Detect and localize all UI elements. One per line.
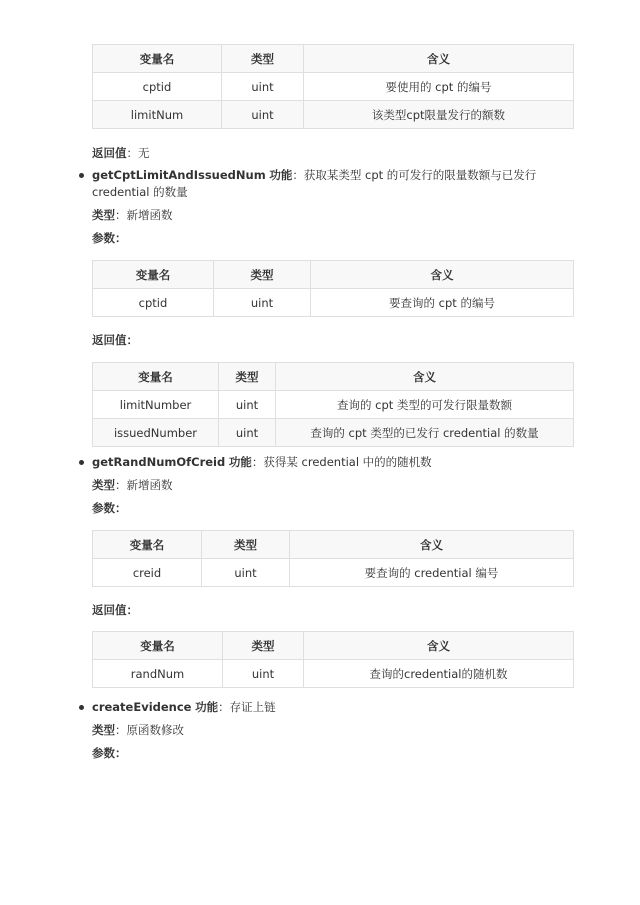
table-return-1 bbox=[92, 362, 574, 447]
col-header-meaning: 含义 bbox=[276, 363, 574, 391]
cell-type: uint bbox=[222, 101, 304, 129]
table-params-1 bbox=[92, 44, 574, 129]
cell-name: limitNum bbox=[93, 101, 222, 129]
col-header-name: 变量名 bbox=[93, 363, 219, 391]
table-row bbox=[93, 73, 574, 101]
kind-value: ：原函数修改 bbox=[115, 723, 184, 737]
return-heading: 返回值 bbox=[92, 603, 127, 617]
kind-heading: 类型 bbox=[92, 478, 115, 492]
bullet-icon bbox=[79, 173, 84, 178]
cell-type: uint bbox=[214, 289, 311, 317]
cell-name: cptid bbox=[93, 289, 214, 317]
function-name: getRandNumOfCreid bbox=[92, 455, 226, 469]
return-label-1 bbox=[92, 145, 150, 161]
cell-meaning: 要查询的 credential 编号 bbox=[290, 559, 574, 587]
colon: ： bbox=[126, 603, 138, 617]
table-row bbox=[93, 101, 574, 129]
feature-heading: 功能 bbox=[195, 700, 219, 714]
params-heading: 参数 bbox=[92, 231, 115, 245]
cell-meaning: 要使用的 cpt 的编号 bbox=[304, 73, 574, 101]
kind-label-2 bbox=[92, 477, 173, 493]
cell-meaning: 查询的credential的随机数 bbox=[304, 660, 574, 688]
cell-type: uint bbox=[219, 391, 276, 419]
col-header-name: 变量名 bbox=[93, 261, 214, 289]
cell-meaning: 该类型cpt限量发行的额数 bbox=[304, 101, 574, 129]
col-header-type: 类型 bbox=[202, 531, 290, 559]
col-header-meaning: 含义 bbox=[304, 632, 574, 660]
col-header-name: 变量名 bbox=[93, 531, 202, 559]
kind-label-1 bbox=[92, 207, 173, 223]
return-heading: 返回值 bbox=[92, 146, 127, 160]
cell-type: uint bbox=[222, 73, 304, 101]
kind-value: ：新增函数 bbox=[115, 478, 173, 492]
col-header-meaning: 含义 bbox=[290, 531, 574, 559]
col-header-name: 变量名 bbox=[93, 632, 223, 660]
params-heading: 参数 bbox=[92, 746, 115, 760]
function-desc: ：获得某 credential 中的的随机数 bbox=[251, 455, 432, 469]
table-row bbox=[93, 660, 574, 688]
table-params-3 bbox=[92, 530, 574, 587]
colon: ： bbox=[126, 333, 138, 347]
cell-name: cptid bbox=[93, 73, 222, 101]
col-header-name: 变量名 bbox=[93, 45, 222, 73]
feature-heading: 功能 bbox=[269, 168, 293, 182]
kind-value: ：新增函数 bbox=[115, 208, 173, 222]
params-label-1 bbox=[92, 230, 127, 246]
col-header-meaning: 含义 bbox=[311, 261, 574, 289]
function-item-3 bbox=[92, 699, 576, 716]
cell-meaning: 要查询的 cpt 的编号 bbox=[311, 289, 574, 317]
table-params-2 bbox=[92, 260, 574, 317]
bullet-icon bbox=[79, 460, 84, 465]
cell-type: uint bbox=[219, 419, 276, 447]
table-row bbox=[93, 419, 574, 447]
cell-name: issuedNumber bbox=[93, 419, 219, 447]
function-item-1 bbox=[92, 167, 576, 201]
kind-heading: 类型 bbox=[92, 723, 115, 737]
colon: ： bbox=[115, 501, 127, 515]
return-value: ：无 bbox=[126, 146, 150, 160]
params-label-3 bbox=[92, 745, 127, 761]
params-heading: 参数 bbox=[92, 501, 115, 515]
col-header-type: 类型 bbox=[219, 363, 276, 391]
cell-type: uint bbox=[223, 660, 304, 688]
feature-heading: 功能 bbox=[228, 455, 252, 469]
function-name: createEvidence bbox=[92, 700, 192, 714]
table-row bbox=[93, 559, 574, 587]
kind-label-3 bbox=[92, 722, 184, 738]
cell-type: uint bbox=[202, 559, 290, 587]
cell-name: randNum bbox=[93, 660, 223, 688]
cell-name: limitNumber bbox=[93, 391, 219, 419]
colon: ： bbox=[115, 231, 127, 245]
cell-name: creid bbox=[93, 559, 202, 587]
col-header-meaning: 含义 bbox=[304, 45, 574, 73]
colon: ： bbox=[115, 746, 127, 760]
return-label-2 bbox=[92, 332, 138, 348]
col-header-type: 类型 bbox=[214, 261, 311, 289]
params-label-2 bbox=[92, 500, 127, 516]
table-row bbox=[93, 391, 574, 419]
col-header-type: 类型 bbox=[222, 45, 304, 73]
col-header-type: 类型 bbox=[223, 632, 304, 660]
function-desc: ：获取某类型 cpt 的可发行的限量数额与已发行 credential 的数量 bbox=[92, 168, 537, 199]
function-item-2 bbox=[92, 454, 576, 471]
bullet-icon bbox=[79, 705, 84, 710]
cell-meaning: 查询的 cpt 类型的已发行 credential 的数量 bbox=[276, 419, 574, 447]
function-name: getCptLimitAndIssuedNum bbox=[92, 168, 266, 182]
kind-heading: 类型 bbox=[92, 208, 115, 222]
cell-meaning: 查询的 cpt 类型的可发行限量数额 bbox=[276, 391, 574, 419]
function-desc: ：存证上链 bbox=[218, 700, 276, 714]
return-label-3 bbox=[92, 602, 138, 618]
return-heading: 返回值 bbox=[92, 333, 127, 347]
table-return-2 bbox=[92, 631, 574, 688]
table-row bbox=[93, 289, 574, 317]
